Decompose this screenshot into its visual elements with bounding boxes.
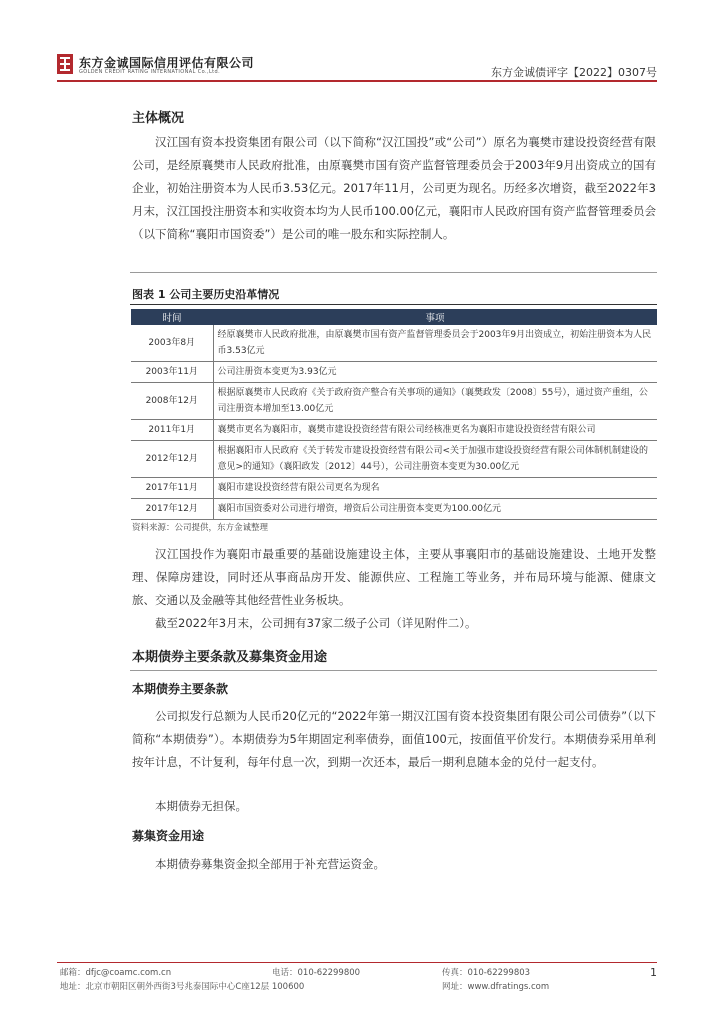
section-title-bond: 本期债券主要条款及募集资金用途 xyxy=(132,650,328,665)
row-date: 2012年12月 xyxy=(131,441,213,478)
section-divider xyxy=(130,272,657,273)
footer-email: 邮箱：dfjc@coamc.com.cn xyxy=(60,968,172,978)
table-row xyxy=(131,420,657,441)
header-divider xyxy=(57,80,657,82)
section-title-overview: 主体概况 xyxy=(132,111,185,126)
table-header-event: 事项 xyxy=(213,309,657,325)
table-row xyxy=(131,441,657,478)
table-row xyxy=(131,499,657,520)
company-logo-icon xyxy=(57,54,73,74)
company-name-cn: 东方金诚国际信用评估有限公司 xyxy=(79,56,255,70)
row-event: 公司注册资本变更为3.93亿元 xyxy=(213,362,657,383)
table-header-date: 时间 xyxy=(131,309,213,325)
subsection-title-proceeds: 募集资金用途 xyxy=(132,829,205,843)
table-row xyxy=(131,362,657,383)
company-name-en: GOLDEN CREDIT RATING INTERNATIONAL Co.,Ltd. xyxy=(79,69,221,75)
row-date: 2003年8月 xyxy=(131,325,213,362)
document-number: 东方金诚债评字【2022】0307号 xyxy=(491,66,657,79)
row-event: 经原襄樊市人民政府批准，由原襄樊市国有资产监督管理委员会于2003年9月出资成立，初始注册资本为人民币3.53亿元 xyxy=(213,325,657,362)
row-date: 2017年12月 xyxy=(131,499,213,520)
row-event: 襄阳市建设投资经营有限公司更名为现名 xyxy=(213,478,657,499)
page-header xyxy=(57,52,657,80)
row-event: 襄樊市更名为襄阳市，襄樊市建设投资经营有限公司经核准更名为襄阳市建设投资经营有限公司 xyxy=(213,420,657,441)
table-row xyxy=(131,478,657,499)
table-source: 资料来源：公司提供，东方金诚整理 xyxy=(132,523,269,533)
overview-paragraph: 汉江国有资本投资集团有限公司（以下简称“汉江国投”或“公司”）原名为襄樊市建设投资经营有限公司，是经原襄樊市人民政府批准，由原襄樊市国有资产监督管理委员会于2003年9月出资成立的国有企业，初始注册资本为人民币3.53亿元。2017年11月，公司更为现名。历经多次增资，截至2022年3月末，汉江国投注册资本和实收资本均为人民币100.00亿元，襄阳市人民政府国有资产监督管理委员会（以下简称“襄阳市国资委”）是公司的唯一股东和实际控制人。 xyxy=(132,135,656,241)
proceeds-paragraph: 本期债券募集资金拟全部用于补充营运资金。 xyxy=(155,857,385,871)
guarantee-paragraph: 本期债券无担保。 xyxy=(155,799,247,813)
row-date: 2011年1月 xyxy=(131,420,213,441)
terms-paragraph: 公司拟发行总额为人民币20亿元的“2022年第一期汉江国有资本投资集团有限公司公司债券”（以下简称“本期债券”）。本期债券为5年期固定利率债券，面值100元，按面值平价发行。本期债券采用单利按年计息，不计复利，每年付息一次，到期一次还本，最后一期利息随本金的兑付一起支付。 xyxy=(132,709,656,769)
row-event: 根据襄阳市人民政府《关于转发市建设投资经营有限公司<关于加强市建设投资经营有限公司体制机制建设的意见>的通知》（襄阳政发〔2012〕44号），公司注册资本变更为30.00亿元 xyxy=(213,441,657,478)
subsidiary-paragraph: 截至2022年3月末，公司拥有37家二级子公司（详见附件二）。 xyxy=(155,616,477,630)
row-date: 2008年12月 xyxy=(131,383,213,420)
subsection-title-terms: 本期债券主要条款 xyxy=(132,682,229,696)
row-event: 襄阳市国资委对公司进行增资，增资后公司注册资本变更为100.00亿元 xyxy=(213,499,657,520)
footer-website: 网址：www.dfratings.com xyxy=(442,982,550,992)
table-row xyxy=(131,325,657,362)
row-date: 2017年11月 xyxy=(131,478,213,499)
history-table xyxy=(131,309,657,520)
footer-divider xyxy=(57,962,657,963)
row-event: 根据原襄樊市人民政府《关于政府资产整合有关事项的通知》（襄樊政发〔2008〕55号），通过资产重组，公司注册资本增加至13.00亿元 xyxy=(213,383,657,420)
table-row xyxy=(131,383,657,420)
section-divider xyxy=(130,670,657,671)
footer-phone: 电话：010-62299800 xyxy=(272,968,361,978)
business-paragraph: 汉江国投作为襄阳市最重要的基础设施建设主体，主要从事襄阳市的基础设施建设、土地开发整理、保障房建设，同时还从事商品房开发、能源供应、工程施工等业务，并布局环境与能源、健康文旅、交通以及金融等其他经营性业务板块。 xyxy=(132,547,656,607)
footer-address: 地址：北京市朝阳区朝外西街3号兆泰国际中心C座12层 100600 xyxy=(60,982,305,992)
table-header-row xyxy=(131,309,657,325)
table-caption: 图表 1 公司主要历史沿革情况 xyxy=(132,288,280,301)
footer-fax: 传真：010-62299803 xyxy=(442,968,531,978)
row-date: 2003年11月 xyxy=(131,362,213,383)
caption-divider xyxy=(130,304,657,305)
page-number: 1 xyxy=(650,966,657,979)
